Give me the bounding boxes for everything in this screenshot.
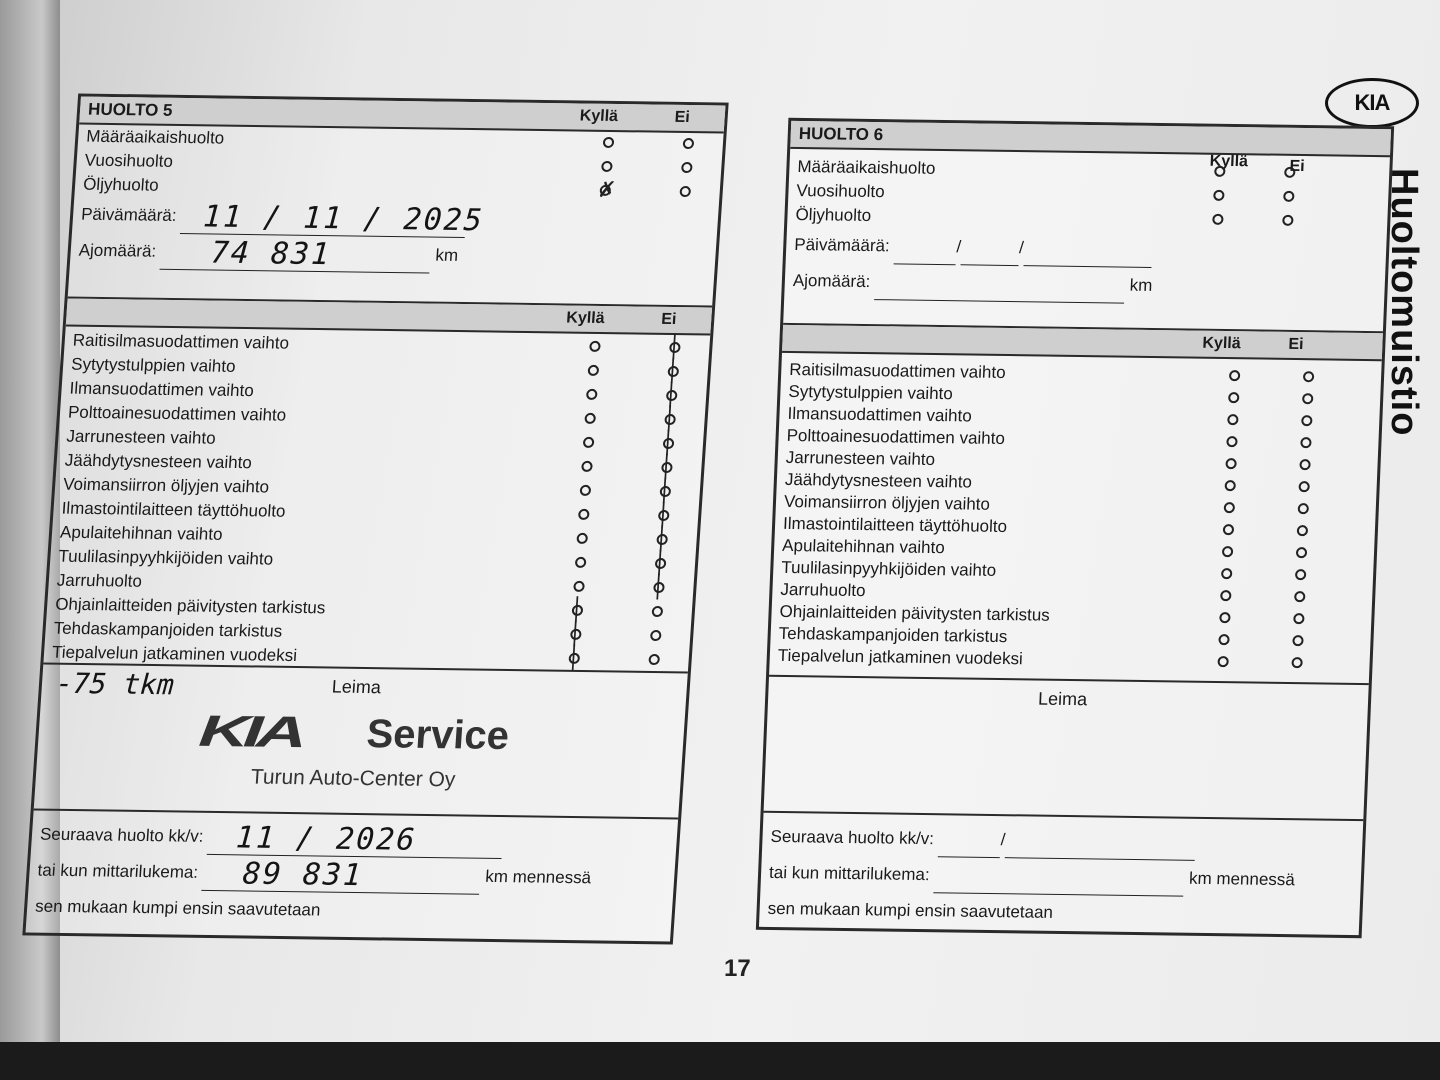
checkbox-no[interactable] (681, 162, 693, 173)
pen-mark-no: │ (658, 454, 674, 481)
pen-mark-no: │ (652, 550, 668, 577)
checkbox-yes[interactable] (1224, 480, 1235, 491)
col-yes-header: Kyllä (565, 309, 606, 328)
checkbox-yes[interactable] (575, 557, 587, 568)
pen-mark-no: │ (653, 526, 669, 553)
checkbox-no[interactable] (1298, 503, 1309, 514)
checklist-label: Vuosihuolto (796, 180, 886, 202)
stamp-label: Leima (1037, 688, 1088, 710)
next-month-line (938, 836, 1001, 858)
col-no-header: Ei (1289, 157, 1305, 176)
checklist-label: Öljyhuolto (82, 174, 160, 195)
pen-mark-no: │ (650, 574, 666, 601)
checklist-label: Tiepalvelun jatkaminen vuodeksi (777, 645, 1024, 669)
checkbox-yes[interactable] (586, 389, 598, 400)
checklist-label: Jarrunesteen vaihto (785, 447, 936, 470)
pen-mark-yes: │ (567, 621, 583, 647)
manual-page (34, 0, 1440, 1042)
service-5-stamp (34, 664, 688, 819)
checklist-label: Jarrunesteen vaihto (65, 426, 217, 448)
checkbox-yes[interactable] (1227, 414, 1238, 425)
checkbox-yes[interactable] (1224, 502, 1235, 513)
next-year-line (1005, 837, 1196, 861)
checkbox-no[interactable] (1297, 525, 1308, 536)
checklist-label: Jarruhuolto (780, 579, 866, 601)
checklist-label: Raitisilmasuodattimen vaihto (788, 359, 1007, 382)
service-form-5 (22, 93, 728, 944)
pen-mark-no: │ (666, 334, 682, 361)
checklist-label: Tuulilasinpyyhkijöiden vaihto (781, 557, 997, 580)
date-month-line (960, 244, 1019, 266)
col-yes-header: Kyllä (1202, 334, 1242, 353)
checklist-label: Ohjainlaitteiden päivitysten tarkistus (779, 601, 1051, 625)
service-6-mileage-field[interactable] (784, 263, 1385, 307)
checkbox-yes[interactable] (603, 137, 615, 148)
whichever-note: sen mukaan kumpi ensin saavutetaan (767, 898, 1054, 922)
checkbox-yes[interactable] (1213, 190, 1224, 201)
checklist-label: Ilmansuodattimen vaihto (787, 403, 973, 426)
pen-mark-no: │ (661, 406, 677, 433)
next-service-value: 11 / 2026 (234, 820, 418, 858)
col-yes-header: Kyllä (579, 107, 619, 126)
mileage-line (874, 279, 1125, 303)
checkbox-yes[interactable] (1221, 568, 1232, 579)
pen-mark-yes: │ (569, 597, 585, 623)
checkbox-yes[interactable] (1217, 656, 1228, 667)
service-6-title: HUOLTO 6 (798, 123, 884, 145)
checklist-label: Vuosihuolto (84, 150, 174, 171)
service-6-items (769, 353, 1382, 685)
checklist-label: Apulaitehihnan vaihto (781, 535, 946, 558)
checkbox-no[interactable] (1293, 613, 1304, 624)
checkbox-yes[interactable] (1222, 546, 1233, 557)
checklist-label: Jäähdytysnesteen vaihto (64, 450, 253, 473)
checkbox-yes[interactable] (578, 509, 590, 520)
checkbox-no[interactable] (652, 606, 664, 617)
checklist-label: Polttoainesuodattimen vaihto (67, 402, 287, 425)
next-separator: / (1000, 830, 1006, 850)
service-5-mileage-field[interactable] (70, 233, 717, 278)
checkbox-no[interactable] (1299, 459, 1310, 470)
checkbox-no[interactable] (1284, 167, 1295, 178)
checklist-label: Öljyhuolto (795, 204, 872, 226)
checklist-label: Tiepalvelun jatkaminen vuodeksi (51, 642, 298, 666)
checkbox-yes[interactable] (1228, 392, 1239, 403)
col-no-header: Ei (660, 310, 677, 329)
checklist-label: Tuulilasinpyyhkijöiden vaihto (57, 546, 274, 569)
checklist-label: Ohjainlaitteiden päivitysten tarkistus (54, 594, 326, 618)
col-no-header: Ei (1288, 335, 1304, 354)
checkbox-yes[interactable] (601, 161, 613, 172)
service-5-basic (68, 125, 724, 308)
checkbox-no[interactable] (1302, 393, 1313, 404)
checkbox-yes[interactable] (1225, 458, 1236, 469)
service-6-item-list (769, 359, 1381, 675)
checklist-label: Tehdaskampanjoiden tarkistus (53, 618, 283, 641)
date-separator: / (1018, 238, 1025, 258)
service-6-basic (783, 149, 1390, 333)
date-separator: / (956, 237, 962, 257)
date-value: 11 / 11 / 2025 (202, 199, 486, 239)
checkbox-no[interactable] (683, 138, 695, 149)
checklist-label: Sytytystulppien vaihto (788, 381, 954, 404)
stamp-dealer-name: Turun Auto-Center Oy (250, 765, 457, 792)
stamp-kia-logo: KIA (197, 706, 303, 758)
checkbox-yes[interactable] (581, 461, 593, 472)
service-5-items (43, 327, 710, 674)
odometer-label: tai kun mittarilukema: (37, 860, 199, 882)
mileage-label: Ajomäärä: (78, 240, 157, 261)
checkbox-yes[interactable] (1223, 524, 1234, 535)
pen-mark-yes: ✗ (597, 177, 618, 204)
checkbox-yes[interactable] (576, 533, 588, 544)
checkbox-yes[interactable] (589, 341, 601, 352)
service-5-top-rows (74, 125, 723, 206)
checklist-label: Ilmastointilaitteen täyttöhuolto (61, 498, 287, 521)
checkbox-yes[interactable] (1220, 590, 1231, 601)
whichever-note: sen mukaan kumpi ensin saavutetaan (34, 896, 322, 920)
checklist-label: Sytytystulppien vaihto (70, 354, 237, 376)
stamp-service-word: Service (365, 711, 511, 758)
date-label: Päivämäärä: (80, 204, 178, 225)
page-number: 17 (724, 955, 751, 982)
kia-logo (1325, 78, 1419, 128)
checkbox-yes[interactable] (580, 485, 592, 496)
checkbox-no[interactable] (1298, 481, 1309, 492)
service-form-6 (756, 118, 1394, 938)
checklist-label: Voimansiirron öljyjen vaihto (62, 474, 270, 497)
checklist-label: Voimansiirron öljyjen vaihto (783, 491, 991, 514)
checkbox-yes[interactable] (573, 581, 585, 592)
checklist-label: Tehdaskampanjoiden tarkistus (778, 623, 1008, 647)
service-5-item-list (43, 329, 710, 674)
checkbox-yes[interactable] (1218, 634, 1229, 645)
checkbox-no[interactable] (650, 630, 662, 641)
checkbox-no[interactable] (1282, 215, 1293, 226)
checkbox-yes[interactable] (588, 365, 600, 376)
kia-logo-text: KIA (1354, 90, 1390, 115)
service-6-stamp (764, 677, 1369, 821)
checkbox-yes[interactable] (1212, 214, 1223, 225)
next-service-label: Seuraava huolto kk/v: (770, 826, 935, 849)
pen-mark-no: │ (663, 382, 679, 409)
km-by-label: km mennessä (484, 866, 592, 888)
checkbox-yes[interactable] (1219, 612, 1230, 623)
checkbox-yes[interactable] (584, 413, 596, 424)
checklist-label: Raitisilmasuodattimen vaihto (72, 330, 290, 353)
checkbox-no[interactable] (1301, 415, 1312, 426)
checkbox-yes[interactable] (583, 437, 595, 448)
pen-mark-no: │ (655, 502, 671, 529)
odometer-value: 89 831 (241, 856, 365, 894)
checkbox-no[interactable] (1296, 547, 1307, 558)
odometer-label: tai kun mittarilukema: (768, 862, 931, 885)
pen-mark-no: │ (657, 478, 672, 505)
side-title: Huoltomuistio (1383, 168, 1425, 437)
checklist-label: Jäähdytysnesteen vaihto (784, 469, 973, 492)
mileage-line (160, 235, 431, 274)
checklist-label: Määräaikaishuolto (797, 156, 936, 178)
km-by-label: km mennessä (1188, 868, 1296, 890)
km-unit: km (434, 245, 459, 265)
kia-service-stamp (197, 707, 510, 761)
checklist-label: Määräaikaishuolto (85, 126, 225, 148)
checklist-label: Polttoainesuodattimen vaihto (786, 425, 1006, 448)
checklist-label: Ilmastointilaitteen täyttöhuolto (782, 513, 1008, 537)
pen-mark-no: │ (664, 358, 680, 385)
date-year-line (1023, 245, 1152, 268)
checkbox-yes[interactable] (1226, 436, 1237, 447)
checkbox-no[interactable] (1295, 569, 1306, 580)
checkbox-no[interactable] (679, 186, 691, 197)
checklist-label: Jarruhuolto (56, 570, 143, 591)
checkbox-no[interactable] (648, 654, 660, 665)
pen-mark-yes: │ (565, 645, 581, 671)
date-day-line (894, 243, 957, 265)
service-5-title: HUOLTO 5 (87, 99, 174, 120)
checkbox-no[interactable] (1291, 657, 1302, 668)
checklist-label: Apulaitehihnan vaihto (59, 522, 224, 544)
checkbox-no[interactable] (1294, 591, 1305, 602)
mileage-value: 74 831 (209, 235, 333, 273)
col-yes-header: Kyllä (1209, 152, 1249, 171)
checklist-label: Ilmansuodattimen vaihto (69, 378, 255, 401)
handwritten-note: -75 tkm (54, 666, 176, 702)
service-6-top-rows (787, 149, 1390, 235)
date-label: Päivämäärä: (793, 234, 891, 256)
stamp-label: Leima (331, 676, 382, 698)
checkbox-no[interactable] (1283, 191, 1294, 202)
checkbox-no[interactable] (1292, 635, 1303, 646)
col-no-header: Ei (674, 108, 691, 127)
checkbox-yes[interactable] (1229, 370, 1240, 381)
next-service-label: Seuraava huolto kk/v: (39, 824, 205, 846)
km-unit: km (1129, 275, 1153, 295)
checkbox-no[interactable] (1300, 437, 1311, 448)
checkbox-no[interactable] (1303, 371, 1314, 382)
mileage-label: Ajomäärä: (792, 270, 871, 292)
checkbox-yes[interactable] (1214, 166, 1225, 177)
service-5-next (26, 810, 678, 933)
service-6-next (759, 813, 1363, 935)
pen-mark-no: │ (660, 430, 676, 457)
